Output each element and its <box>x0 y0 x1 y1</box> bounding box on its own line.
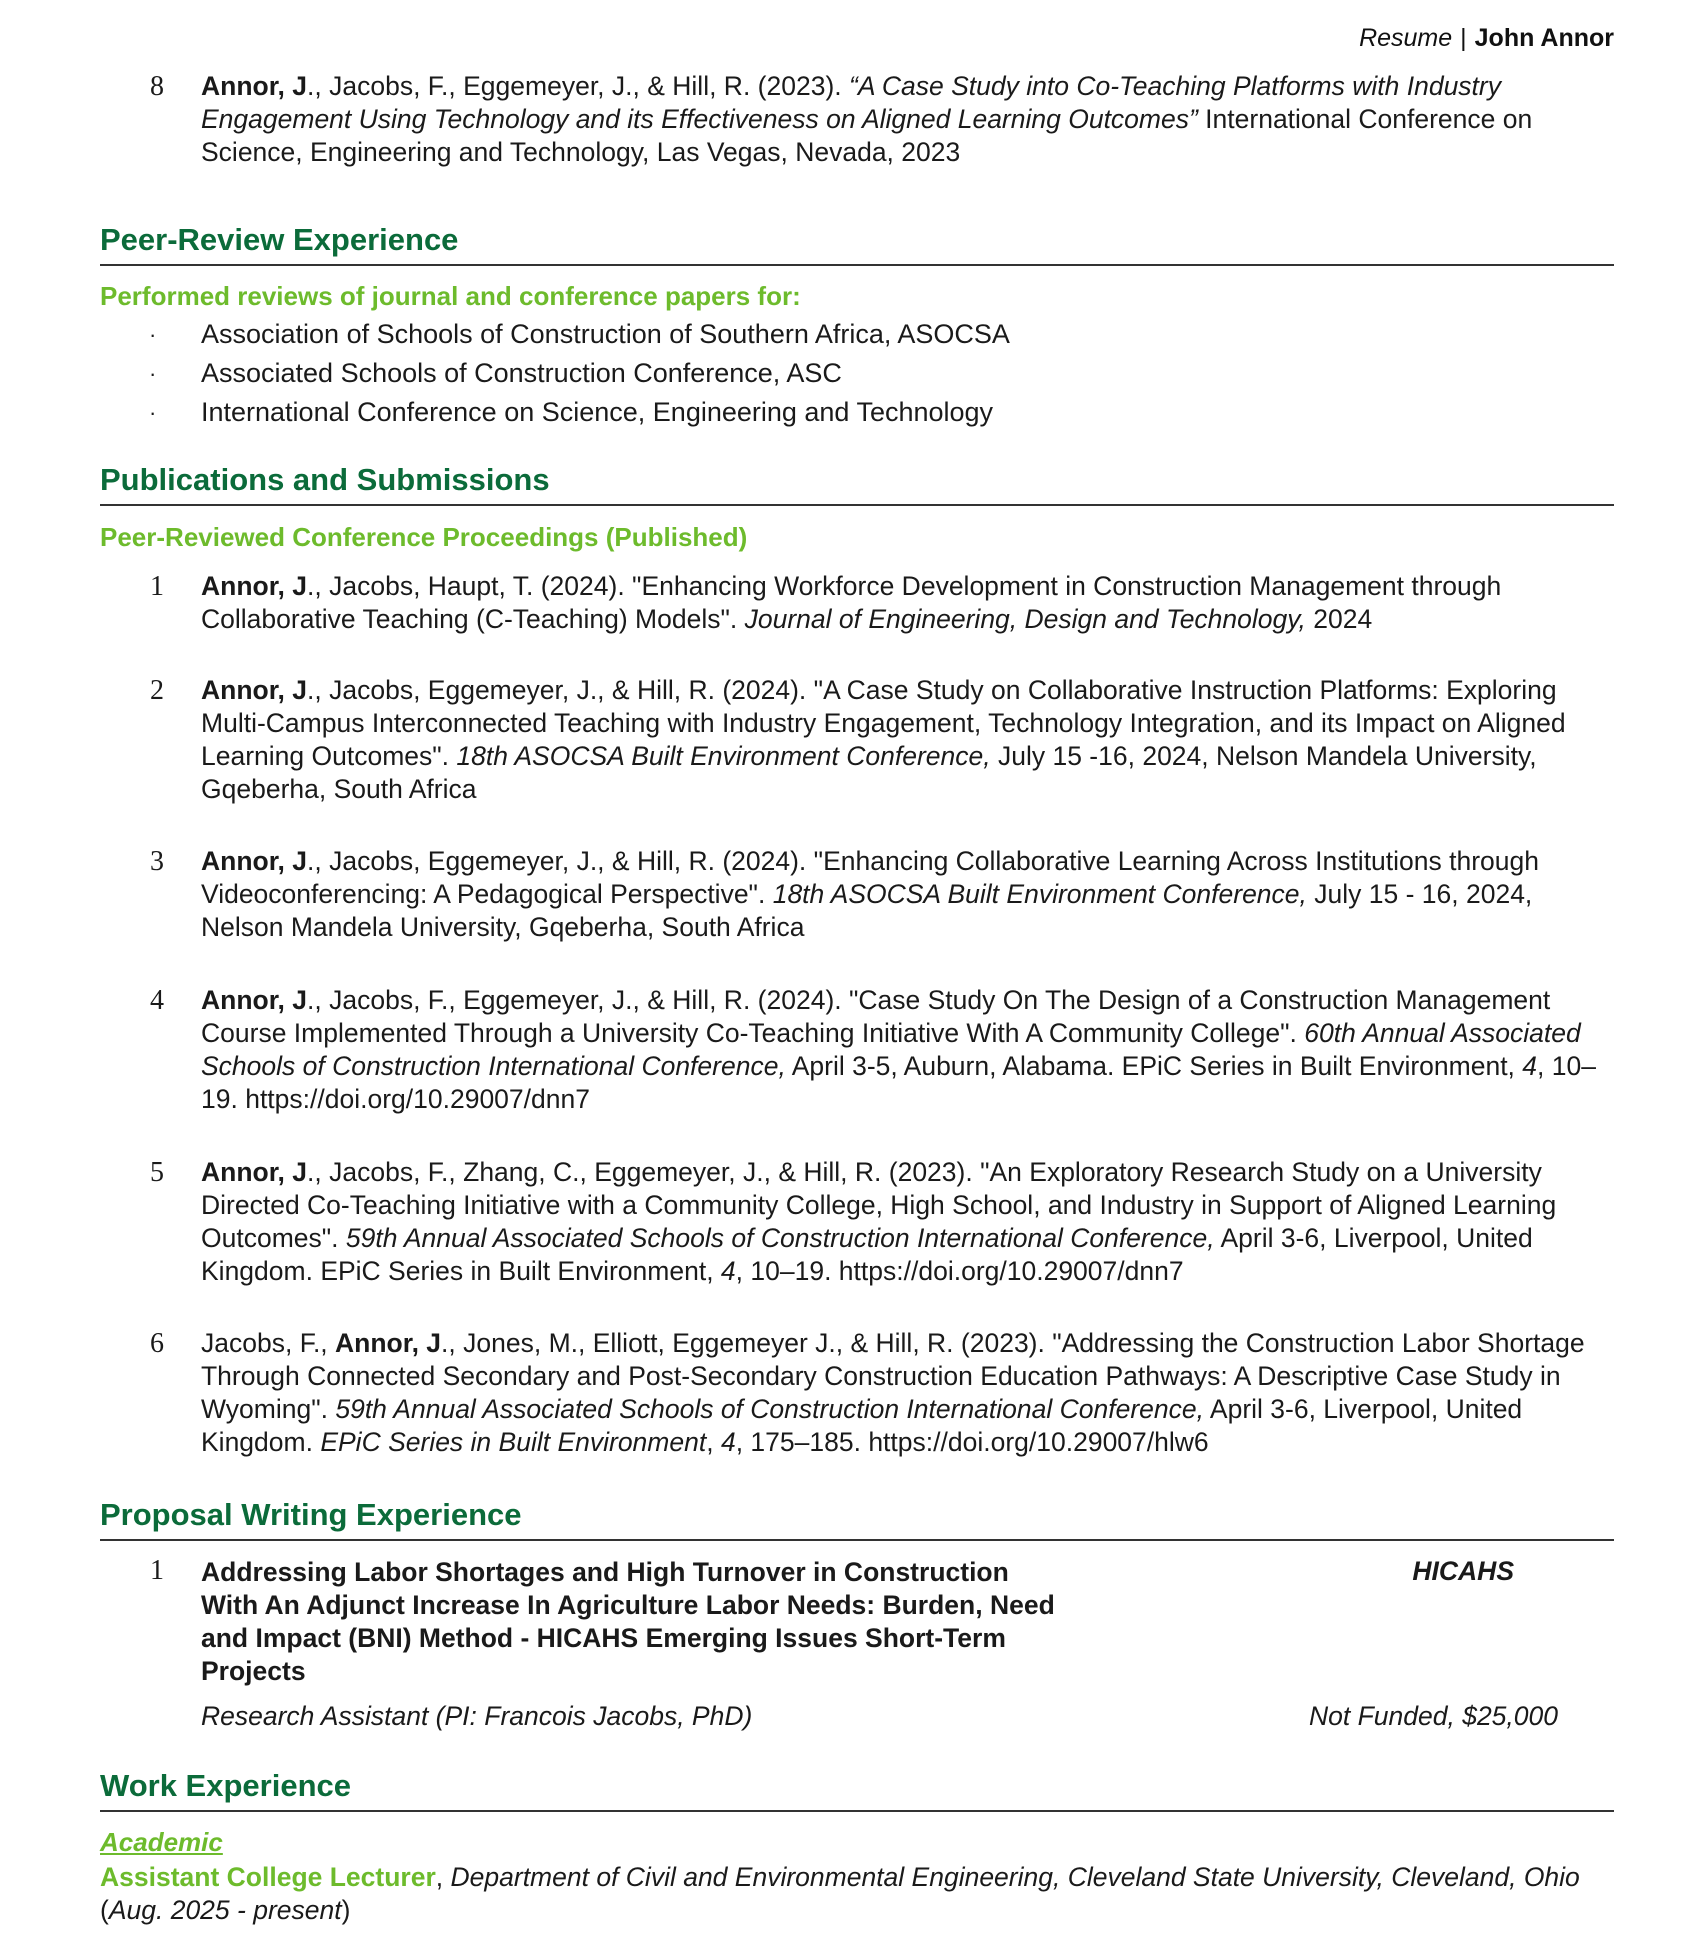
header-separator: | <box>1460 24 1467 52</box>
proposal-role: Research Assistant (PI: Francois Jacobs, PhD) <box>201 1701 753 1731</box>
entry-author-bold: Annor, J <box>335 1328 442 1358</box>
entry-post: July 15 - 16, 2024, Nelson Mandela University, Gqeberha, South Africa <box>201 879 1533 942</box>
job-sep: , <box>435 1862 444 1892</box>
entry-venue: 59th Annual Associated Schools of Construction International Conference, <box>335 1394 1204 1424</box>
section-heading-proposal: Proposal Writing Experience <box>100 1497 1614 1541</box>
header-title: Resume <box>1359 24 1453 52</box>
entry-volume: 4 <box>720 1256 736 1286</box>
entry-body: ., Jacobs, Haupt, T. (2024). "Enhancing Workforce Development in Construction Management through Collaborative Teaching (C-Teaching) Models". <box>201 571 1502 634</box>
publications-subheading: Peer-Reviewed Conference Proceedings (Published) <box>100 522 748 552</box>
entry-venue: 60th Annual Associated Schools of Construction International Conference, <box>201 1018 1581 1081</box>
entry-post: July 15 -16, 2024, Nelson Mandela University, Gqeberha, South Africa <box>201 741 1537 804</box>
entry-text <box>201 70 1611 169</box>
job-title: Assistant College Lecturer <box>100 1862 436 1892</box>
section-heading-publications: Publications and Submissions <box>100 462 1614 506</box>
entry-post2: , 10–19. https://doi.org/10.29007/dnn7 <box>735 1256 1184 1286</box>
entry-post: 2024 <box>1305 604 1373 634</box>
bullet-icon: · <box>149 322 157 347</box>
entry-number: 3 <box>150 846 164 877</box>
proposal-funding: Not Funded, $25,000 <box>1309 1701 1558 1731</box>
entry-post: April 3-6, Liverpool, United Kingdom. <box>201 1394 1523 1457</box>
page-header <box>1359 24 1614 53</box>
entry-number: 4 <box>150 985 164 1016</box>
section-heading-work: Work Experience <box>100 1768 1614 1812</box>
entry-body: ., Jones, M., Elliott, Eggemeyer J., & Hill, R. (2023). "Addressing the Construction Labor Shortage Through Connected Secondary and Post-Secondary Construction Education Pathways: A Descriptive Case Study in Wyoming". <box>201 1328 1585 1424</box>
entry-post2: , 10–19. https://doi.org/10.29007/dnn7 <box>201 1051 1596 1114</box>
entry-series: EPiC Series in Built Environment <box>320 1427 707 1457</box>
entry-volume: 4 <box>720 1427 736 1457</box>
entry-post: April 3-5, Auburn, Alabama. EPiC Series in Built Environment, <box>785 1051 1523 1081</box>
entry-author-bold: Annor, J <box>201 571 308 601</box>
entry-venue: 59th Annual Associated Schools of Construction International Conference, <box>345 1223 1215 1253</box>
entry-text <box>201 845 1611 944</box>
entry-post1b: , <box>706 1427 721 1457</box>
entry-pre: Jacobs, F., <box>201 1328 336 1358</box>
entry-author-bold: Annor, J <box>201 675 308 705</box>
entry-author-bold: Annor, J <box>201 846 308 876</box>
entry-venue: International Conference on Science, Engineering and Technology, Las Vegas, Nevada, 2023 <box>201 104 1533 167</box>
work-category: Academic <box>100 1827 223 1857</box>
entry-number: 1 <box>150 571 164 602</box>
job-entry <box>100 1861 1614 1927</box>
job-detail: Department of Civil and Environmental Engineering, Cleveland State University, Cleveland, Ohio <box>443 1862 1580 1892</box>
entry-number: 2 <box>150 675 164 706</box>
proposal-sponsor: HICAHS <box>1412 1556 1514 1586</box>
entry-authors: ., Jacobs, F., Eggemeyer, J., & Hill, R. (2023). <box>307 71 849 101</box>
job-date-open: ( <box>100 1895 109 1925</box>
entry-venue: 18th ASOCSA Built Environment Conference, <box>772 879 1307 909</box>
list-item-text: Association of Schools of Construction of Southern Africa, ASOCSA <box>201 319 1010 349</box>
entry-text <box>201 1327 1611 1459</box>
entry-post: April 3-6, Liverpool, United Kingdom. EPiC Series in Built Environment, <box>201 1223 1533 1286</box>
entry-body: ., Jacobs, F., Zhang, C., Eggemeyer, J., & Hill, R. (2023). "An Exploratory Research Study on a University Directed Co-Teaching Initiative with a Community College, High School, and Industry in Support of Aligned Learning Outcomes". <box>201 1157 1557 1253</box>
bullet-icon: · <box>149 361 157 386</box>
entry-number: 6 <box>150 1328 164 1359</box>
section-heading-peer-review: Peer-Review Experience <box>100 222 1614 266</box>
entry-body: ., Jacobs, Eggemeyer, J., & Hill, R. (2024). "Enhancing Collaborative Learning Across Institutions through Videoconferencing: A Pedagogical Perspective". <box>201 846 1540 909</box>
entry-text <box>201 570 1611 636</box>
bullet-icon: · <box>149 400 157 425</box>
entry-body: ., Jacobs, Eggemeyer, J., & Hill, R. (2024). "A Case Study on Collaborative Instruction Platforms: Exploring Multi-Campus Interconnected Teaching with Industry Engagement, Technology Integration, and its Impact on Aligned Learning Outcomes". <box>201 675 1566 771</box>
header-name: John Annor <box>1474 24 1614 52</box>
peer-review-subheading: Performed reviews of journal and conference papers for: <box>100 281 801 311</box>
entry-text <box>201 1156 1611 1288</box>
entry-author-bold: Annor, J <box>201 1157 308 1187</box>
entry-author-bold: Annor, J <box>201 71 308 101</box>
entry-number: 1 <box>150 1555 164 1586</box>
entry-number: 5 <box>150 1157 164 1188</box>
entry-volume: 4 <box>1522 1051 1538 1081</box>
entry-body: ., Jacobs, F., Eggemeyer, J., & Hill, R. (2024). "Case Study On The Design of a Construction Management Course Implemented Through a University Co-Teaching Initiative With A Community College". <box>201 985 1551 1048</box>
list-item-text: Associated Schools of Construction Conference, ASC <box>201 358 842 388</box>
entry-title: “A Case Study into Co-Teaching Platforms with Industry Engagement Using Technology and its Effectiveness on Aligned Learning Outcomes” <box>201 71 1501 134</box>
entry-text <box>201 674 1611 806</box>
job-date-close: ) <box>341 1895 351 1925</box>
proposal-title: Addressing Labor Shortages and High Turnover in Construction With An Adjunct Increase In Agriculture Labor Needs: Burden, Need and Impact (BNI) Method - HICAHS Emerging Issues Short-Term Projects <box>201 1557 1055 1686</box>
entry-number: 8 <box>150 71 164 102</box>
list-item-text: International Conference on Science, Engineering and Technology <box>201 397 994 427</box>
entry-author-bold: Annor, J <box>201 985 308 1015</box>
entry-venue: 18th ASOCSA Built Environment Conference, <box>456 741 991 771</box>
entry-post2: , 175–185. https://doi.org/10.29007/hlw6 <box>735 1427 1209 1457</box>
entry-venue: Journal of Engineering, Design and Technology, <box>744 604 1306 634</box>
job-date: Aug. 2025 - present <box>108 1895 342 1925</box>
entry-text <box>201 984 1611 1116</box>
